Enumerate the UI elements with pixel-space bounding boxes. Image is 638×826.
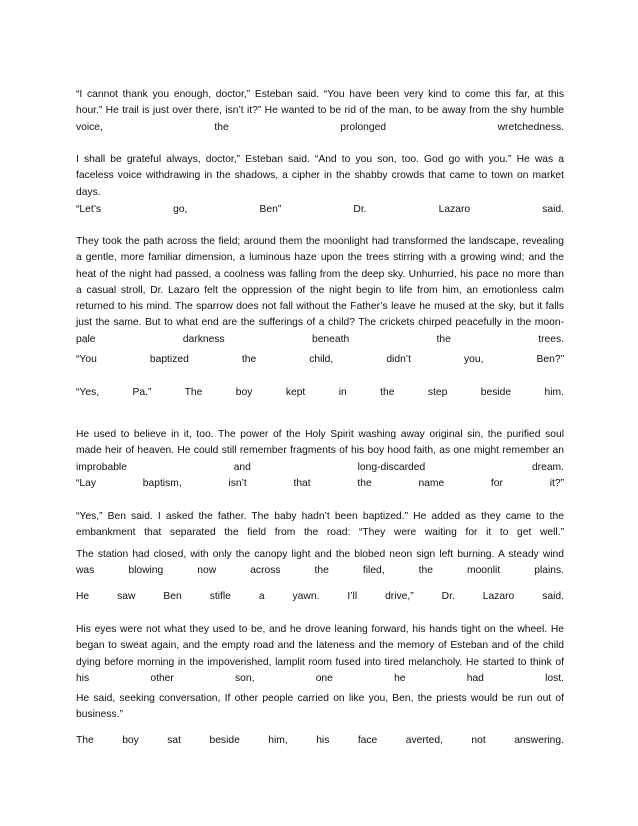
paragraph-3: “Let’s go, Ben” Dr. Lazaro said. — [76, 204, 564, 215]
paragraph-4: They took the path across the field; around them the moonlight had transformed the landscape, revealing a gentle, more familiar dimension, a luminous haze upon the trees stirring with a growing wind; and the heat of the night had passed, a coolness was falling from the deep sky. Unhurried, his pace no more than a casual stroll, Dr. Lazaro felt the oppression of the night begin to life from him, an emotionless calm returned to his mind. The sparrow does not fall without the Father’s leave he mused at the sky, but it falls just the same. But to what end are the sufferings of a child? The crickets chirped peacefully in the moon-pale darkness beneath the trees. — [76, 236, 564, 345]
paragraph-14: The boy sat beside him, his face averted, not answering. — [76, 735, 564, 746]
paragraph-13: He said, seeking conversation, If other people carried on like you, Ben, the priests would be run out of business.” — [76, 693, 564, 721]
paragraph-12: His eyes were not what they used to be, and he drove leaning forward, his hands tight on the wheel. He began to sweat again, and the empty road and the lateness and the memory of Esteban and of the child dying before morning in the impoverished, lamplit room fused into tired melancholy. He started to think of his other son, one he had lost. — [76, 624, 564, 684]
paragraph-1: “I cannot thank you enough, doctor,” Esteban said. “You have been very kind to come this far, at this hour.” He trail is just over there, isn’t it?” He wanted to be rid of the man, to be away from the shy humble voice, the prolonged wretchedness. — [76, 89, 564, 133]
paragraph-2: I shall be grateful always, doctor,” Esteban said. “And to you son, too. God go with you.” He was a faceless voice withdrawing in the shadows, a cipher in the shabby crowds that came to town on market days. — [76, 154, 564, 198]
paragraph-7: He used to believe in it, too. The power of the Holy Spirit washing away original sin, the purified soul made heir of heaven. He could still remember fragments of his boy hood faith, as one might remember an improbable and long-discarded dream. — [76, 429, 564, 473]
paragraph-9: “Yes,” Ben said. I asked the father. The baby hadn’t been baptized.” He added as they came to the embankment that separated the field from the road: “They were waiting for it to get well.” — [76, 511, 564, 539]
paragraph-5: “You baptized the child, didn’t you, Ben?” — [76, 354, 564, 365]
paragraph-8: “Lay baptism, isn’t that the name for it?” — [76, 478, 564, 489]
paragraph-11: He saw Ben stifle a yawn. I’ll drive,” Dr. Lazaro said. — [76, 591, 564, 602]
paragraph-10: The station had closed, with only the canopy light and the blobed neon sign left burning. A steady wind was blowing now across the filed, the moonlit plains. — [76, 549, 564, 577]
paragraph-6: “Yes, Pa.” The boy kept in the step beside him. — [76, 387, 564, 398]
